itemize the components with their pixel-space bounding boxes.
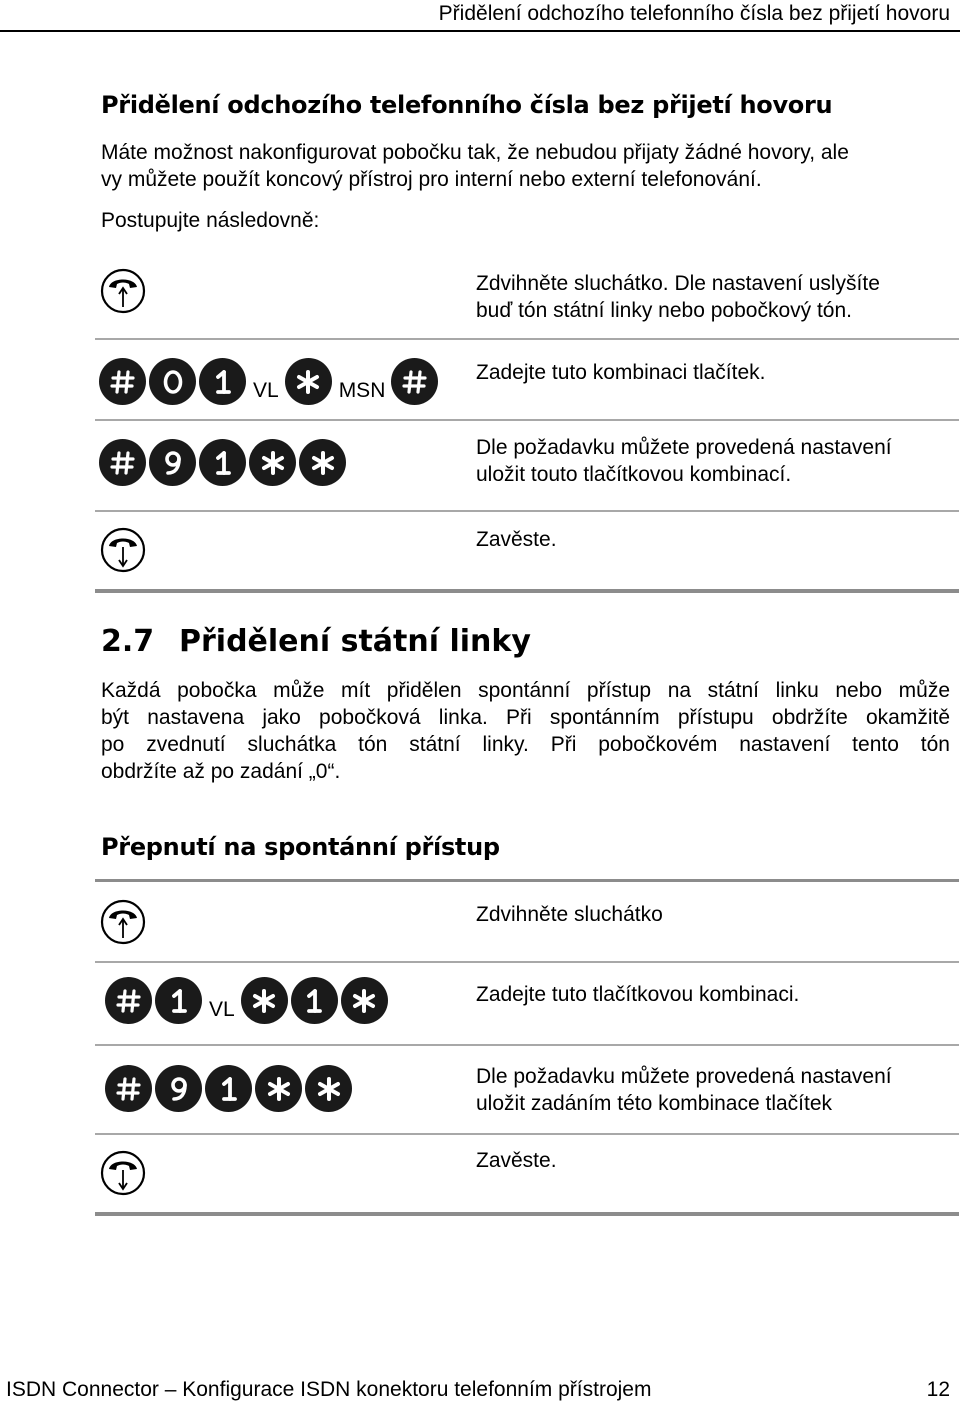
- steps-table: [95, 879, 959, 1216]
- digit-1-key-icon: [291, 977, 338, 1024]
- handset-hangup-icon: [99, 526, 147, 574]
- step-text-line: Dle požadavku můžete provedená nastavení: [476, 436, 892, 459]
- chapter-line: po zvednutí sluchátka tón státní linky. Při pobočkovém nastavení tento tón: [101, 733, 950, 756]
- star-key-icon: [255, 1065, 302, 1112]
- chapter-line: obdržíte až po zadání „0“.: [101, 760, 341, 783]
- step-text: Zavěste.: [476, 1149, 557, 1172]
- star-key-icon: [305, 1065, 352, 1112]
- step-text: [476, 270, 956, 324]
- key-sequence: [105, 977, 391, 1024]
- chapter-heading: [101, 624, 531, 659]
- digit-9-key-icon: [155, 1065, 202, 1112]
- step-text: Zavěste.: [476, 528, 557, 551]
- handset-lift-icon: [99, 267, 147, 315]
- star-key-icon: [341, 977, 388, 1024]
- intro-paragraph: [101, 139, 849, 193]
- step-row: [95, 421, 959, 512]
- hash-key-icon: [391, 358, 438, 405]
- digit-1-key-icon: [155, 977, 202, 1024]
- chapter-title: Přidělení státní linky: [179, 624, 531, 659]
- intro-line: Máte možnost nakonfigurovat pobočku tak, že nebudou přijaty žádné hovory, ale: [101, 141, 849, 164]
- digit-0-key-icon: [149, 358, 196, 405]
- section-title: Přepnutí na spontánní přístup: [101, 833, 500, 861]
- hash-key-icon: [105, 1065, 152, 1112]
- step-row: [95, 963, 959, 1046]
- star-key-icon: [299, 439, 346, 486]
- step-text-line: uložit touto tlačítkovou kombinací.: [476, 463, 792, 486]
- step-text: Zadejte tuto tlačítkovou kombinaci.: [476, 983, 800, 1006]
- step-text-line: uložit zadáním této kombinace tlačítek: [476, 1092, 833, 1115]
- step-text-line: Dle požadavku můžete provedená nastavení: [476, 1065, 892, 1088]
- key-sequence: [105, 1065, 355, 1112]
- step-text: [476, 434, 956, 488]
- chapter-paragraph: [101, 677, 950, 785]
- page-number: 12: [926, 1378, 950, 1401]
- digit-1-key-icon: [199, 358, 246, 405]
- handset-lift-icon: [99, 898, 147, 946]
- hash-key-icon: [99, 439, 146, 486]
- chapter-line: být nastavena jako pobočková linka. Při spontánním přístupu obdržíte okamžitě: [101, 706, 950, 729]
- handset-hangup-icon: [99, 1149, 147, 1197]
- step-text-line: buď tón státní linky nebo pobočkový tón.: [476, 299, 852, 322]
- hash-key-icon: [105, 977, 152, 1024]
- key-sequence: [99, 358, 441, 405]
- section-title: Přidělení odchozího telefonního čísla bez přijetí hovoru: [101, 91, 833, 119]
- step-text: Zdvihněte sluchátko: [476, 903, 663, 926]
- chapter-line: Každá pobočka může mít přidělen spontánní přístup na státní linku nebo může: [101, 679, 950, 702]
- step-row: [95, 879, 959, 963]
- intro-line: vy můžete použít koncový přístroj pro interní nebo externí telefonování.: [101, 168, 762, 191]
- running-header: Přidělení odchozího telefonního čísla bez přijetí hovoru: [438, 2, 950, 25]
- star-key-icon: [285, 358, 332, 405]
- step-text: Zadejte tuto kombinaci tlačítek.: [476, 361, 766, 384]
- step-row: [95, 340, 959, 421]
- vl-label: VL: [253, 379, 279, 402]
- step-row: [95, 1135, 959, 1216]
- step-row: [95, 257, 959, 340]
- digit-1-key-icon: [205, 1065, 252, 1112]
- digit-1-key-icon: [199, 439, 246, 486]
- msn-label: MSN: [338, 379, 386, 402]
- chapter-number: 2.7: [101, 624, 155, 659]
- footer-text: ISDN Connector – Konfigurace ISDN konektoru telefonním přístrojem: [6, 1378, 652, 1401]
- star-key-icon: [249, 439, 296, 486]
- star-key-icon: [241, 977, 288, 1024]
- header-rule: [0, 30, 960, 32]
- step-text-line: Zdvihněte sluchátko. Dle nastavení uslyšíte: [476, 272, 880, 295]
- key-sequence: [99, 439, 349, 486]
- proceed-text: Postupujte následovně:: [101, 209, 320, 232]
- hash-key-icon: [99, 358, 146, 405]
- vl-label: VL: [209, 998, 235, 1021]
- step-row: [95, 1046, 959, 1135]
- step-row: [95, 512, 959, 593]
- digit-9-key-icon: [149, 439, 196, 486]
- steps-table: [95, 257, 959, 593]
- step-text: [476, 1063, 956, 1117]
